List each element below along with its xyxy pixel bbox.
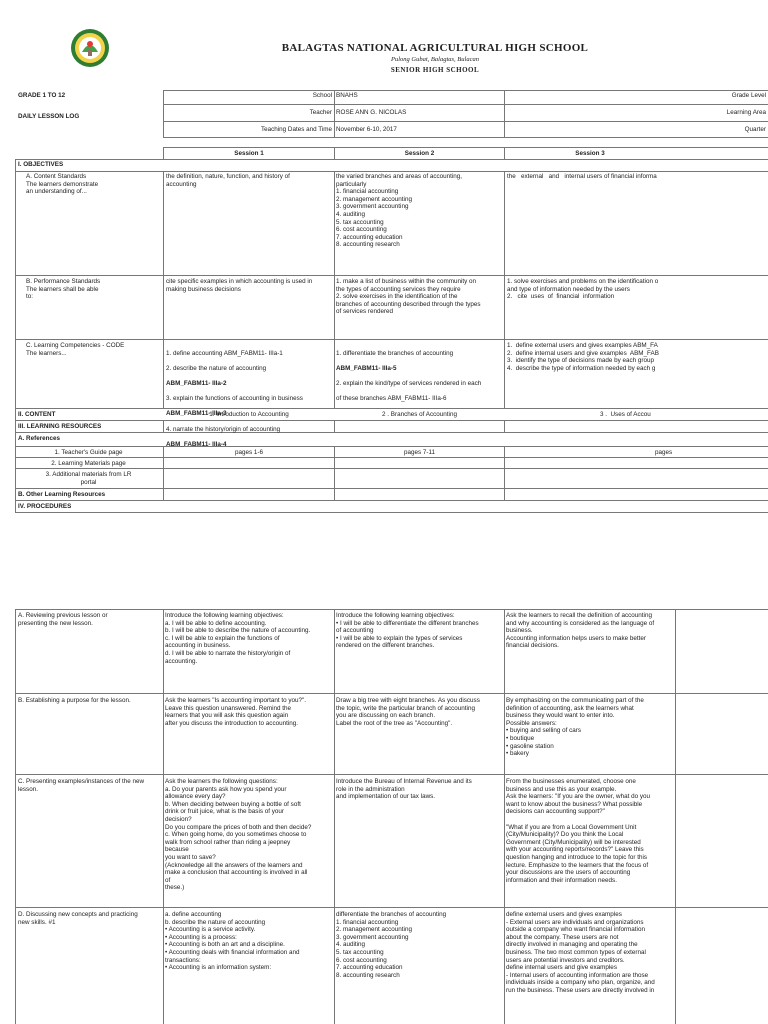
proc-a-s1: Introduce the following learning objectives: a. I will be able to define accounting. b. I will be able to describe the nature of accounting. c. I will be able to explain the functions of accounting in business. d. I will be able to narrate the history/origin of accounting. [165, 612, 311, 665]
content-standards-s3: the external and internal users of financial informa [507, 173, 657, 180]
competency-code: ABM_FABM11- IIIa-5 [336, 364, 397, 372]
proc-c-s2: Introduce the Bureau of Internal Revenue and its role in the administration and implementation of our tax laws. [336, 778, 472, 801]
proc-d-s3: define external users and gives examples - External users are individuals and organizations outside a company who want financial information about the company. These users are not directly involved in managing and operating the business. The two most common types of external users are potential investors and creditors. define internal users and give examples - Internal users of accounting information are those individuals inside a company who plan, organize, and run the business. These users are directly involved in [506, 911, 655, 994]
ref-teachers-guide-s3: pages [655, 449, 673, 456]
competencies-s3: 1. define external users and gives examples ABM_FA 2. define internal users and give examples ABM_FAB 3. identify the type of decisions made by each group 4. describe the type of information needed by each g [507, 342, 659, 372]
school-seal-logo [70, 28, 110, 68]
content-s2: 2 . Branches of Accounting [382, 411, 457, 418]
proc-c-label: C. Presenting examples/instances of the new lesson. [18, 778, 145, 793]
content-standards-label: A. Content Standards The learners demonstrate an understanding of... [26, 173, 99, 196]
ref-teachers-guide-s1: pages 1-6 [234, 449, 263, 456]
competency-line: of these branches ABM_FABM11- IIIa-6 [336, 395, 447, 403]
content-s3: 3 . Uses of Accou [600, 411, 651, 418]
proc-b-s2: Draw a big tree with eight branches. As you discuss the topic, write the particular branch of accounting you are discussing on each branch. Label the root of the tree as "Accounting". [336, 697, 480, 727]
proc-c-s3: From the businesses enumerated, choose one business and use this as your example. Ask the learners: "If you are the owner, what do you want to know about the business? What possible decisions can accounting support?" "What if you are from a Local Government Unit (City/Municipality)? Do you think the Local Government (City/Municipality) will be interested with your accounting reports/records?" Leave this question hanging and introduce to the topic for this lecture. Emphasize to the learners that the focus of your discussions are the users of accounting information and their information needs. [506, 778, 650, 884]
ref-learning-materials-label: 2. Learning Materials page [51, 460, 126, 467]
competency-line: 4. narrate the history/origin of accounting [166, 425, 281, 433]
ref-teachers-guide-s2: pages 7-11 [403, 449, 436, 456]
grade-label: GRADE 1 TO 12 [18, 92, 66, 99]
log-title: DAILY LESSON LOG [18, 113, 80, 120]
performance-standards-s3: 1. solve exercises and problems on the identification o and type of information needed by the users 2. cite uses of financial information [507, 278, 659, 301]
competency-line: 1. define accounting ABM_FABM11- IIIa-1 [166, 349, 283, 357]
teacher-label: Teacher [309, 109, 332, 116]
competency-code: ABM_FABM11- IIIa-3 [166, 410, 227, 418]
session-3-header: Session 3 [575, 150, 605, 157]
proc-a-s3: Ask the learners to recall the definition of accounting and why accounting is considered as the language of business. Accounting information helps users to make better financial decisions. [506, 612, 655, 650]
competency-line: 2. describe the nature of accounting [166, 364, 267, 372]
performance-standards-s2: 1. make a list of business within the community on the types of accounting services they require 2. solve exercises in the identification of the branches of accounting described through the types of services rendered [336, 278, 481, 316]
content-s1: 1. Introduction to Accounting [209, 411, 289, 418]
proc-d-s1: a. define accounting b. describe the nature of accounting • Accounting is a service activity. • Accounting is a process: • Accounting is both an art and a discipline. • Accounting deals with financial information and transactions: • Accounting is an information system: [165, 911, 300, 972]
competency-line: 2. explain the kind/type of services rendered in each [336, 379, 482, 387]
proc-c-s1: Ask the learners the following questions: a. Do your parents ask how you spend your allowance every day? b. When deciding between buying a bottle of soft drink or fruit juice, what is the basis of your decision? Do you compare the prices of both and then decide? c. When going home, do you sometimes choose to walk from school rather than riding a jeepney because you want to save? (Acknowledge all the answers of the learners and make a conclusion that accounting is involved in all of these.) [165, 778, 312, 892]
procedures-heading: IV. PROCEDURES [18, 503, 72, 510]
proc-d-s2: differentiate the branches of accounting 1. financial accounting 2. management accounting 3. government accounting 4. auditing 5. tax accounting 6. cost accounting 7. accounting education 8. accounting research [336, 911, 447, 979]
content-standards-s2: the varied branches and areas of accounting, particularly 1. financial accounting 2. management accounting 3. government accounting 4. auditing 5. tax accounting 6. cost accounting 7. accounting education 8. accounting research [336, 173, 463, 249]
other-resources-heading: B. Other Learning Resources [18, 491, 106, 498]
competency-code: ABM_FABM11- IIIa-2 [166, 379, 227, 387]
competencies-s1 [166, 342, 332, 456]
quarter-label: Quarter [744, 126, 766, 133]
competency-line: 3. explain the functions of accounting in business [166, 395, 303, 403]
proc-b-label: B. Establishing a purpose for the lesson. [18, 697, 131, 704]
school-value: BNAHS [336, 92, 358, 99]
proc-b-s1: Ask the learners "Is accounting important to you?". Leave this question unanswered. Remind the learners that you will ask this question again after you discuss the introduction to accounting. [165, 697, 306, 727]
objectives-heading: I. OBJECTIVES [18, 161, 64, 168]
references-heading: A. References [18, 435, 60, 442]
competency-line: 1. differentiate the branches of accounting [336, 349, 454, 357]
dates-value: November 6-10, 2017 [336, 126, 397, 133]
ref-teachers-guide-label: 1. Teacher's Guide page [54, 449, 123, 456]
proc-d-label: D. Discussing new concepts and practicing new skills. #1 [18, 911, 138, 926]
grade-level-label: Grade Level [731, 92, 766, 99]
proc-b-s3: By emphasizing on the communicating part of the definition of accounting, ask the learners what business they would want to enter into. Possible answers: • buying and selling of cars • boutique • gasoline station • bakery [506, 697, 644, 758]
competencies-label: C. Learning Competencies - CODE The learners... [26, 342, 125, 357]
resources-heading: III. LEARNING RESOURCES [18, 423, 102, 430]
session-1-header: Session 1 [234, 150, 264, 157]
content-standards-s1: the definition, nature, function, and history of accounting [166, 173, 290, 188]
school-name: BALAGTAS NATIONAL AGRICULTURAL HIGH SCHOOL [281, 42, 589, 54]
content-heading: II. CONTENT [18, 411, 56, 418]
learning-area-label: Learning Area [726, 109, 766, 116]
school-address: Pulong Gubat, Balagtas, Bulacan [391, 56, 479, 63]
proc-a-label: A. Reviewing previous lesson or presenting the new lesson. [18, 612, 108, 627]
performance-standards-label: B. Performance Standards The learners shall be able to: [26, 278, 101, 301]
dates-label: Teaching Dates and Time [260, 126, 332, 133]
ref-additional-materials-label: 3. Additional materials from LR portal [45, 471, 132, 486]
competency-code: ABM_FABM11- IIIa-4 [166, 440, 227, 448]
school-label: School [312, 92, 332, 99]
performance-standards-s1: cite specific examples in which accounting is used in making business decisions [166, 278, 313, 293]
teacher-value: ROSE ANN G. NICOLAS [336, 109, 407, 116]
proc-a-s2: Introduce the following learning objectives: • I will be able to differentiate the different branches of accounting • I will be able to explain the types of services rendered on the different branches. [336, 612, 479, 650]
session-2-header: Session 2 [404, 150, 435, 157]
school-level: SENIOR HIGH SCHOOL [390, 66, 480, 74]
competencies-s2 [336, 342, 502, 410]
